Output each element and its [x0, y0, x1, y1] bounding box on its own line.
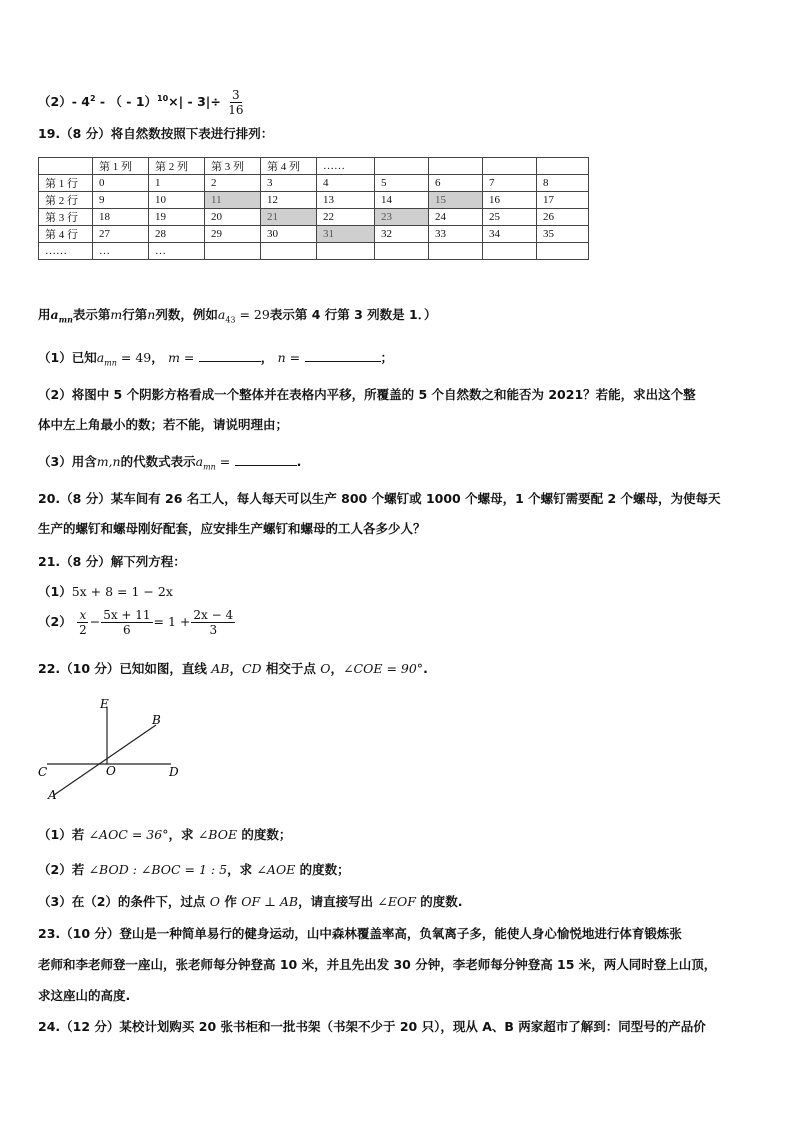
q19-notation-intro: 用$a_{mn}$表示第m行第n列数，例如$a_{43} = 29$表示第 4 行第 3 列数是 1．）	[38, 307, 437, 325]
label-O: O	[106, 764, 116, 778]
answer-blank-amn[interactable]	[235, 452, 297, 466]
q18-part2-expression: （2）- $4^2$ - （ - 1）$^{10}$×| - 3|÷ $\frac{3}{16}$	[38, 88, 244, 117]
fraction-3-16: $\frac{3}{16}$	[228, 88, 244, 117]
shaded-cell: 23	[375, 209, 429, 226]
q23-line1: 23.（10 分）登山是一种简单易行的健身运动，山中森林覆盖率高，负氧离子多，能使人身心愉悦地进行体育锻炼张	[38, 926, 682, 941]
q22-part1: （1）若 ∠AOC = 36°，求 ∠BOE 的度数；	[38, 827, 292, 842]
q24-line1: 24.（12 分）某校计划购买 20 张书柜和一批书架（书架不少于 20 只），现从 A、B 两家超市了解到：同型号的产品价	[38, 1019, 706, 1034]
q21-header: 21.（8 分）解下列方程：	[38, 554, 186, 569]
shaded-cell: 31	[317, 226, 375, 243]
q22-header: 22.（10 分）已知如图，直线 AB，CD 相交于点 O，∠COE = 90°.	[38, 661, 428, 676]
shaded-cell: 21	[261, 209, 317, 226]
intersecting-lines-figure	[34, 695, 184, 805]
q20-line2: 生产的螺钉和螺母刚好配套，应安排生产螺钉和螺母的工人各多少人？	[38, 521, 426, 536]
table-row: 第 4 行 27 28 29 30 31 32 33 34 35	[39, 226, 589, 243]
q19-part1: （1）已知$a_{mn} = 49$， m = ， n = ；	[38, 350, 394, 368]
q21-equation1: （1）5x + 8 = 1 − 2x	[38, 584, 173, 599]
q22-part3: （3）在（2）的条件下，过点 O 作 OF ⊥ AB，请直接写出 ∠EOF 的度数.	[38, 894, 463, 909]
table-row: 第 2 行 9 10 11 12 13 14 15 16 17	[39, 192, 589, 209]
table-row: 第 1 行 0 1 2 3 4 5 6 7 8	[39, 175, 589, 192]
q23-line2: 老师和李老师登一座山，张老师每分钟登高 10 米，并且先出发 30 分钟，李老师每分钟登高 15 米，两人同时登上山顶，	[38, 957, 717, 972]
shaded-cell: 11	[205, 192, 261, 209]
table-row: …… … …	[39, 243, 589, 260]
q19-header: 19.（8 分）将自然数按照下表进行排列：	[38, 126, 274, 141]
label-B: B	[152, 713, 161, 727]
q19-part2-line2: 体中左上角最小的数；若不能，请说明理由；	[38, 417, 289, 432]
answer-blank-m[interactable]	[199, 348, 261, 362]
label-C: C	[38, 765, 48, 779]
q21-equation2: （2） $\frac{x}{2}$ − $\frac{5x + 11}{6}$ = 1 + $\frac{2x - 4}{3}$	[38, 608, 234, 637]
label-D: D	[169, 765, 179, 779]
q19-part3: （3）用含m,n的代数式表示$a_{mn}$ = .	[38, 454, 302, 472]
q19-part2-line1: （2）将图中 5 个阴影方格看成一个整体并在表格内平移，所覆盖的 5 个自然数之和能否为 2021？若能，求出这个整	[38, 387, 696, 402]
table-header-row: 第 1 列 第 2 列 第 3 列 第 4 列 ……	[39, 158, 589, 175]
label-A: A	[48, 788, 57, 802]
q23-line3: 求这座山的高度.	[38, 988, 131, 1003]
table-row: 第 3 行 18 19 20 21 22 23 24 25 26	[39, 209, 589, 226]
q22-part2: （2）若 ∠BOD : ∠BOC = 1 : 5，求 ∠AOE 的度数；	[38, 862, 350, 877]
label-E: E	[100, 697, 109, 711]
shaded-cell: 15	[429, 192, 483, 209]
natural-number-table	[38, 157, 589, 260]
q20-line1: 20.（8 分）某车间有 26 名工人，每人每天可以生产 800 个螺钉或 1000 个螺母，1 个螺钉需要配 2 个螺母，为使每天	[38, 491, 721, 506]
answer-blank-n[interactable]	[305, 348, 381, 362]
